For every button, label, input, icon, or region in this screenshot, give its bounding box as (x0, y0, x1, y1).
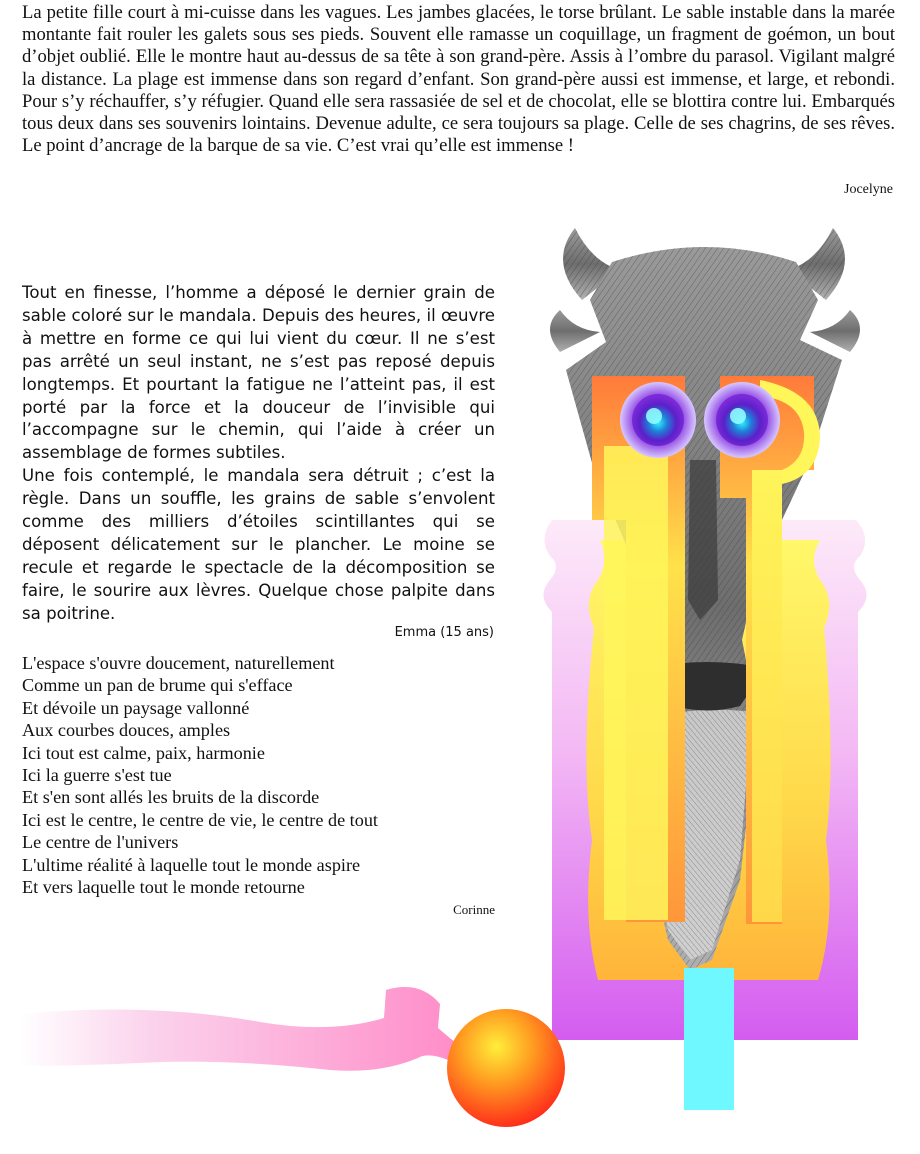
poem-line: L'espace s'ouvre doucement, naturellement (22, 653, 335, 673)
yellow-bar-left (604, 446, 668, 920)
pink-ribbon (20, 987, 460, 1071)
signature-emma: Emma (15 ans) (394, 625, 494, 640)
sun-ball (447, 1009, 565, 1127)
poem-line: L'ultime réalité à laquelle tout le monde aspire (22, 854, 361, 875)
cyan-stem (684, 968, 734, 1110)
poem-line: Le centre de l'univers (22, 832, 179, 853)
poem-line: Aux courbes douces, amples (22, 720, 231, 741)
signature-corinne: Corinne (453, 902, 495, 917)
poem-line: Ici tout est calme, paix, harmonie (22, 742, 265, 763)
eye-right (704, 382, 780, 458)
poem-line: Et dévoile un paysage vallonné (22, 697, 250, 718)
poem-line: Ici la guerre s'est tue (22, 765, 172, 786)
signature-jocelyne: Jocelyne (844, 182, 893, 197)
poem-line: Ici est le centre, le centre de vie, le centre de tout (22, 809, 378, 830)
eye-left (620, 382, 696, 458)
text-emma-paragraph-2: Une fois contemplé, le mandala sera détruit ; c’est la règle. Dans un souffle, les grains de sable s’envolent comme des milliers d’étoiles scintillantes qui se déposent délicatement sur le plancher. Le moine se recule et regarde le spectacle de la décomposition se faire, le sourire aux lèvres. Quelque chose palpite dans sa poitrine. (22, 466, 495, 623)
poem-line: Comme un pan de brume qui s'efface (22, 675, 293, 696)
poem-line: Et s'en sont allés les bruits de la discorde (22, 787, 320, 808)
text-emma-paragraph-1: Tout en finesse, l’homme a déposé le dernier grain de sable coloré sur le mandala. Depuis des heures, il œuvre à mettre en forme ce qui lui vient du cœur. Il ne s’est pas arrêté un seul instant, ne s’est pas reposé depuis longtemps. Et pourtant la fatigue ne l’atteint pas, il est porté par la force et la douceur de l’invisible qui l’accompagne sur le chemin, qui l’aide à créer un assemblage de formes subtiles. (22, 283, 495, 463)
text-jocelyne: La petite fille court à mi-cuisse dans les vagues. Les jambes glacées, le torse brûlant. Le sable instable dans la marée montante fait rouler les galets sous ses pieds. Souvent elle ramasse un coquillage, un fragment de goémon, un bout d’objet oublié. Elle le montre haut au-dessus de sa tête à son grand-père. Assis à l’ombre du parasol. Vigilant malgré la distance. La plage est immense dans son regard d’enfant. Son grand-père aussi est immense, et large, et rebondi. Pour s’y réchauffer, s’y réfugier. Quand elle sera rassasiée de sel et de chocolat, elle se blottira contre lui. Embarqués tous deux dans ses souvenirs lointains. Devenue adulte, ce sera toujours sa plage. Celle de ses chagrins, de ses rêves. Le point d’ancrage de la barque de sa vie. C’est vrai qu’elle est immense ! (22, 2, 895, 157)
poem-line: Et vers laquelle tout le monde retourne (22, 877, 305, 898)
yellow-bar-right (752, 470, 782, 922)
